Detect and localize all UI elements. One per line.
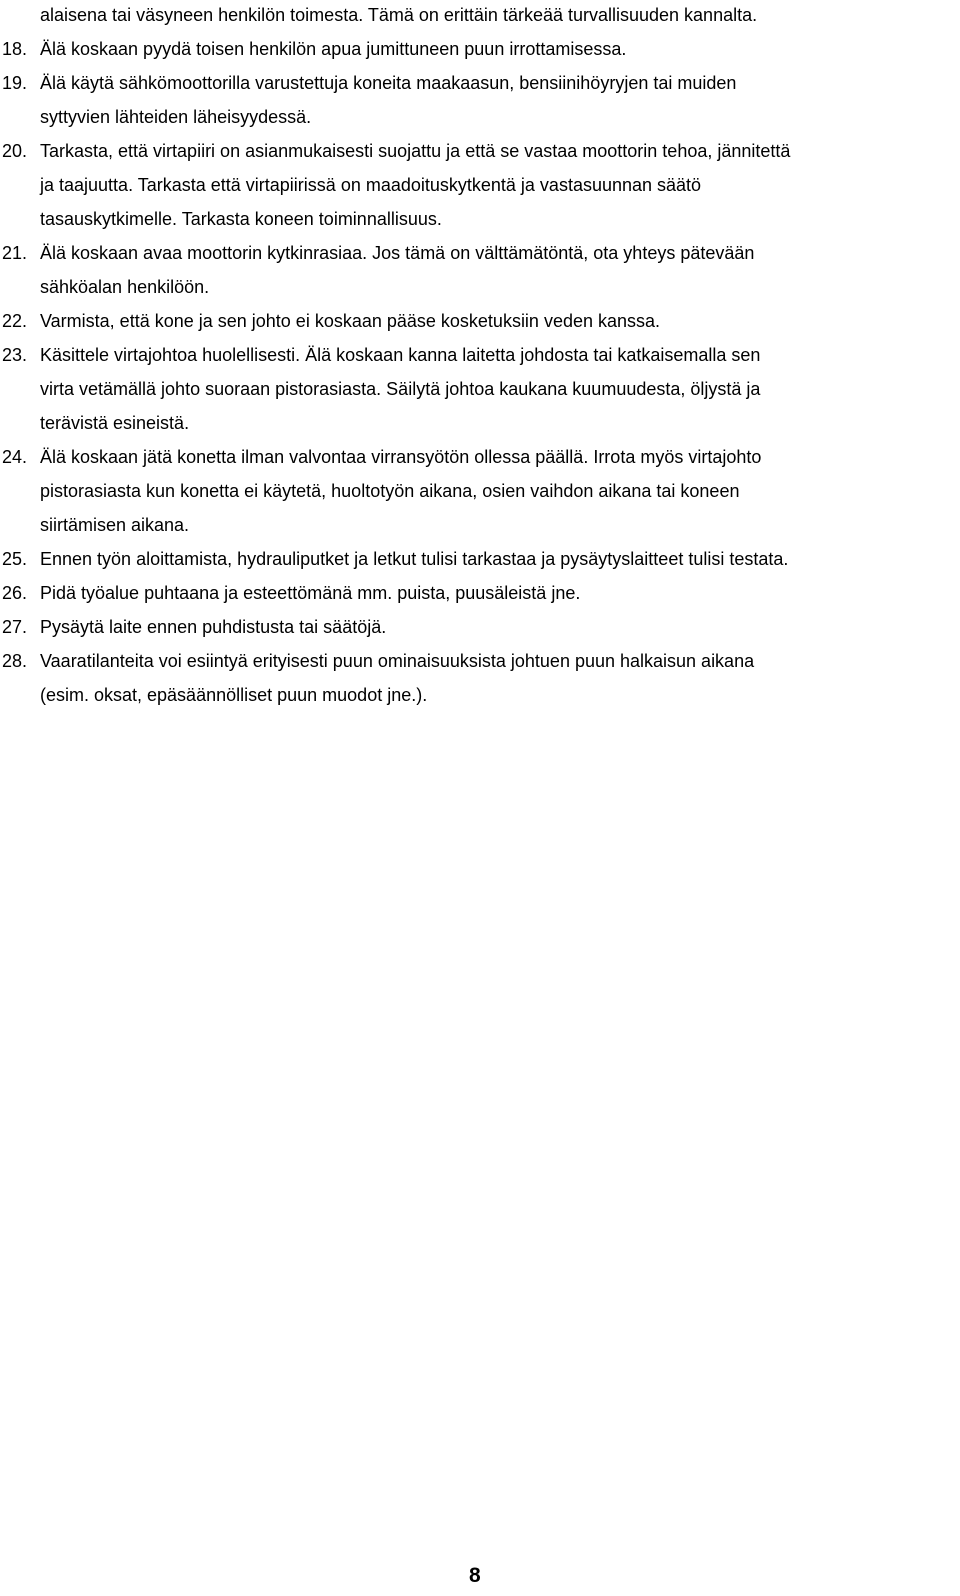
item-number: 20. — [2, 141, 28, 161]
item-number: 19. — [2, 73, 28, 93]
item-number: 23. — [2, 345, 28, 365]
item-text: Älä käytä sähkömoottorilla varustettuja koneita maakaasun, bensiinihöyryjen tai muiden — [40, 73, 737, 93]
item-text: syttyvien lähteiden läheisyydessä. — [40, 107, 312, 127]
item-number: 21. — [2, 243, 28, 263]
item-text: pistorasiasta kun konetta ei käytetä, huoltotyön aikana, osien vaihdon aikana tai koneen — [40, 481, 740, 501]
item-text: tasauskytkimelle. Tarkasta koneen toiminnallisuus. — [40, 209, 442, 229]
item-number: 25. — [2, 549, 28, 569]
item-text: siirtämisen aikana. — [40, 515, 190, 535]
item-text: Pidä työalue puhtaana ja esteettömänä mm. puista, puusäleistä jne. — [40, 583, 581, 603]
item-text: Vaaratilanteita voi esiintyä erityisesti puun ominaisuuksista johtuen puun halkaisun aikana — [40, 651, 755, 671]
item-number: 22. — [2, 311, 28, 331]
item-text: Tarkasta, että virtapiiri on asianmukaisesti suojattu ja että se vastaa moottorin tehoa, jännitettä — [40, 141, 791, 161]
item-number: 18. — [2, 39, 28, 59]
item-text: Ennen työn aloittamista, hydrauliputket ja letkut tulisi tarkastaa ja pysäytyslaitteet tulisi testata. — [40, 549, 789, 569]
item-text: Pysäytä laite ennen puhdistusta tai säätöjä. — [40, 617, 387, 637]
item-text: virta vetämällä johto suoraan pistorasiasta. Säilytä johtoa kaukana kuumuudesta, öljystä ja — [40, 379, 761, 399]
item-text: alaisena tai väsyneen henkilön toimesta. Tämä on erittäin tärkeää turvallisuuden kannalta. — [40, 5, 758, 25]
item-text: ja taajuutta. Tarkasta että virtapiirissä on maadoituskytkentä ja vastasuunnan säätö — [40, 175, 702, 195]
item-text: sähköalan henkilöön. — [40, 277, 210, 297]
item-text: Älä koskaan jätä konetta ilman valvontaa virransyötön ollessa päällä. Irrota myös virtajohto — [40, 447, 762, 467]
item-number: 27. — [2, 617, 28, 637]
item-text: terävistä esineistä. — [40, 413, 190, 433]
item-text: Käsittele virtajohtoa huolellisesti. Älä koskaan kanna laitetta johdosta tai katkaisemalla sen — [40, 345, 761, 365]
item-text: Älä koskaan pyydä toisen henkilön apua jumittuneen puun irrottamisessa. — [40, 39, 627, 59]
item-text: Älä koskaan avaa moottorin kytkinrasiaa. Jos tämä on välttämätöntä, ota yhteys pätevään — [40, 243, 755, 263]
item-text: (esim. oksat, epäsäännölliset puun muodot jne.). — [40, 685, 428, 705]
item-number: 28. — [2, 651, 28, 671]
item-number: 24. — [2, 447, 28, 467]
item-text: Varmista, että kone ja sen johto ei koskaan pääse kosketuksiin veden kanssa. — [40, 311, 661, 331]
item-number: 26. — [2, 583, 28, 603]
page-number: 8 — [469, 1564, 481, 1587]
